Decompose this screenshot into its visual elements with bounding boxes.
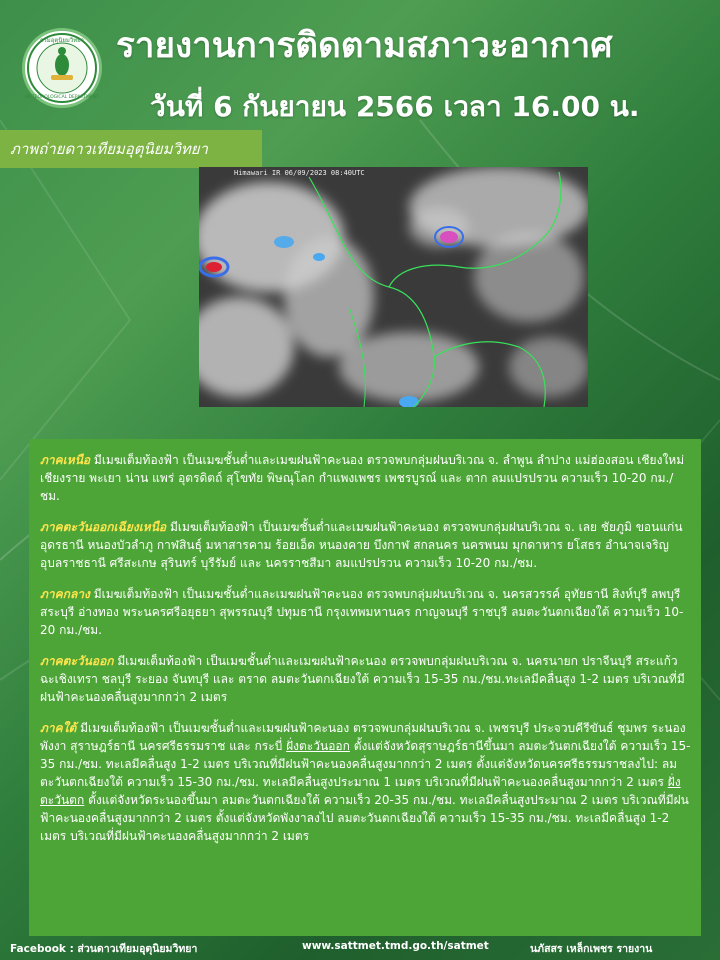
region-east: [40, 652, 691, 706]
satellite-caption: Himawari IR 06/09/2023 08:40UTC: [234, 169, 365, 177]
region-text: มีเมฆเต็มท้องฟ้า เป็นเมฆชั้นต่ำและเมฆฝนฟ้าคะนอง ตรวจพบกลุ่มฝนบริเวณ จ. เลย ชัยภูมิ ขอนแก่น อุดรธานี หนองบัวลำภู กาฬสินธุ์ มหาสารคาม ร้อยเอ็ด หนองคาย บึงกาฬ สกลนคร นครพนม มุกดาหาร ยโสธร อำนาจเจริญ อุบลราชธานี ศรีสะเกษ สุรินทร์ บุรีรัมย์ และ นครราชสีมา ลมแปรปรวน ความเร็ว 10-20 กม./ชม.: [40, 520, 683, 570]
region-name: ภาคเหนือ: [40, 453, 91, 467]
region-name: ภาคใต้: [40, 721, 77, 735]
west-coast-text: ตั้งแต่จังหวัดระนองขึ้นมา ลมตะวันตกเฉียงใต้ ความเร็ว 20-35 กม./ชม. ทะเลมีคลื่นสูงประมาณ 2 เมตร บริเวณที่มีฝนฟ้าคะนองคลื่นสูงมากกว่า 2 เมตร ตั้งแต่จังหวัดพังงาลงไป ลมตะวันตกเฉียงใต้ ความเร็ว 15-35 กม./ชม. ทะเลมีคลื่นสูง 1-2 เมตร บริเวณที่มีฝนฟ้าคะนองคลื่นสูงมากกว่า 2 เมตร: [40, 793, 689, 843]
website-link[interactable]: www.sattmet.tmd.go.th/satmet: [302, 940, 489, 952]
footer: [0, 937, 720, 959]
region-south: [40, 719, 691, 845]
report-date: วันที่ 6 กันยายน 2566 เวลา 16.00 น.: [150, 90, 640, 123]
east-coast-label: ฝั่งตะวันออก: [286, 739, 350, 753]
region-text: มีเมฆเต็มท้องฟ้า เป็นเมฆชั้นต่ำและเมฆฝนฟ้าคะนอง ตรวจพบกลุ่มฝนบริเวณ จ. เพชรบุรี ประจวบคีรีขันธ์ ชุมพร ระนอง พังงา สุราษฎร์ธานี นครศรีธรรมราช และ กระบี่: [40, 721, 686, 753]
region-central: [40, 585, 691, 639]
region-name: ภาคตะวันออก: [40, 654, 114, 668]
page-title: รายงานการติดตามสภาวะอากาศ: [116, 26, 613, 66]
west-coast-label: ฝั่งตะวันตก: [40, 775, 681, 807]
region-text: มีเมฆเต็มท้องฟ้า เป็นเมฆชั้นต่ำและเมฆฝนฟ้าคะนอง ตรวจพบกลุ่มฝนบริเวณ จ. นครนายก ปราจีนบุรี สระแก้ว ฉะเชิงเทรา ชลบุรี ระยอง จันทบุรี และ ตราด ลมตะวันตกเฉียงใต้ ความเร็ว 15-35 กม./ชม.ทะเลมีคลื่นสูง 1-2 เมตร บริเวณที่มีฝนฟ้าคะนองคลื่นสูงมากกว่า 2 เมตร: [40, 654, 685, 704]
region-north: [40, 451, 691, 505]
region-text: มีเมฆเต็มท้องฟ้า เป็นเมฆชั้นต่ำและเมฆฝนฟ้าคะนอง ตรวจพบกลุ่มฝนบริเวณ จ. ลำพูน ลำปาง แม่ฮ่องสอน เชียงใหม่ เชียงราย พะเยา น่าน แพร่ อุตรดิตถ์ สุโขทัย พิษณุโลก กำแพงเพชร เพชรบูรณ์ และ ตาก ลมแปรปรวน ความเร็ว 10-20 กม./ชม.: [40, 453, 685, 503]
region-name: ภาคตะวันออกเฉียงเหนือ: [40, 520, 167, 534]
east-coast-text: ตั้งแต่จังหวัดสุราษฎร์ธานีขึ้นมา ลมตะวันตกเฉียงใต้ ความเร็ว 15-35 กม./ชม. ทะเลมีคลื่นสูง 1-2 เมตร บริเวณที่มีฝนฟ้าคะนองคลื่นสูงมากกว่า 2 เมตร ตั้งแต่จังหวัดนครศรีธรรมราชลงไป: ลมตะวันตกเฉียงใต้ ความเร็ว 15-30 กม./ชม. ทะเลมีคลื่นสูงประมาณ 1 เมตร บริเวณที่มีฝนฟ้าคะนองคลื่นสูงมากกว่า 2 เมตร: [40, 739, 691, 789]
facebook-link[interactable]: Facebook : ส่วนดาวเทียมอุตุนิยมวิทยา: [10, 943, 198, 955]
region-northeast: [40, 518, 691, 572]
satellite-image: [199, 167, 588, 407]
reporter-credit: นภัสสร เหล็กเพชร รายงาน: [530, 943, 653, 955]
logo-text-top: กรมอุตุนิยมวิทยา: [39, 37, 85, 44]
region-text: มีเมฆเต็มท้องฟ้า เป็นเมฆชั้นต่ำและเมฆฝนฟ้าคะนอง ตรวจพบกลุ่มฝนบริเวณ จ. นครสวรรค์ อุทัยธานี สิงห์บุรี ลพบุรี สระบุรี อ่างทอง พระนครศรีอยุธยา สุพรรณบุรี ปทุมธานี กรุงเทพมหานคร กาญจนบุรี ราชบุรี ลมตะวันตกเฉียงใต้ ความเร็ว 10-20 กม./ชม.: [40, 587, 684, 637]
logo-text-bottom: METEOROLOGICAL DEPARTMENT: [25, 95, 99, 100]
tmd-logo: [22, 28, 102, 108]
satellite-section-label: ภาพถ่ายดาวเทียมอุตุนิยมวิทยา: [0, 130, 262, 168]
weather-report: [29, 439, 701, 936]
region-name: ภาคกลาง: [40, 587, 90, 601]
